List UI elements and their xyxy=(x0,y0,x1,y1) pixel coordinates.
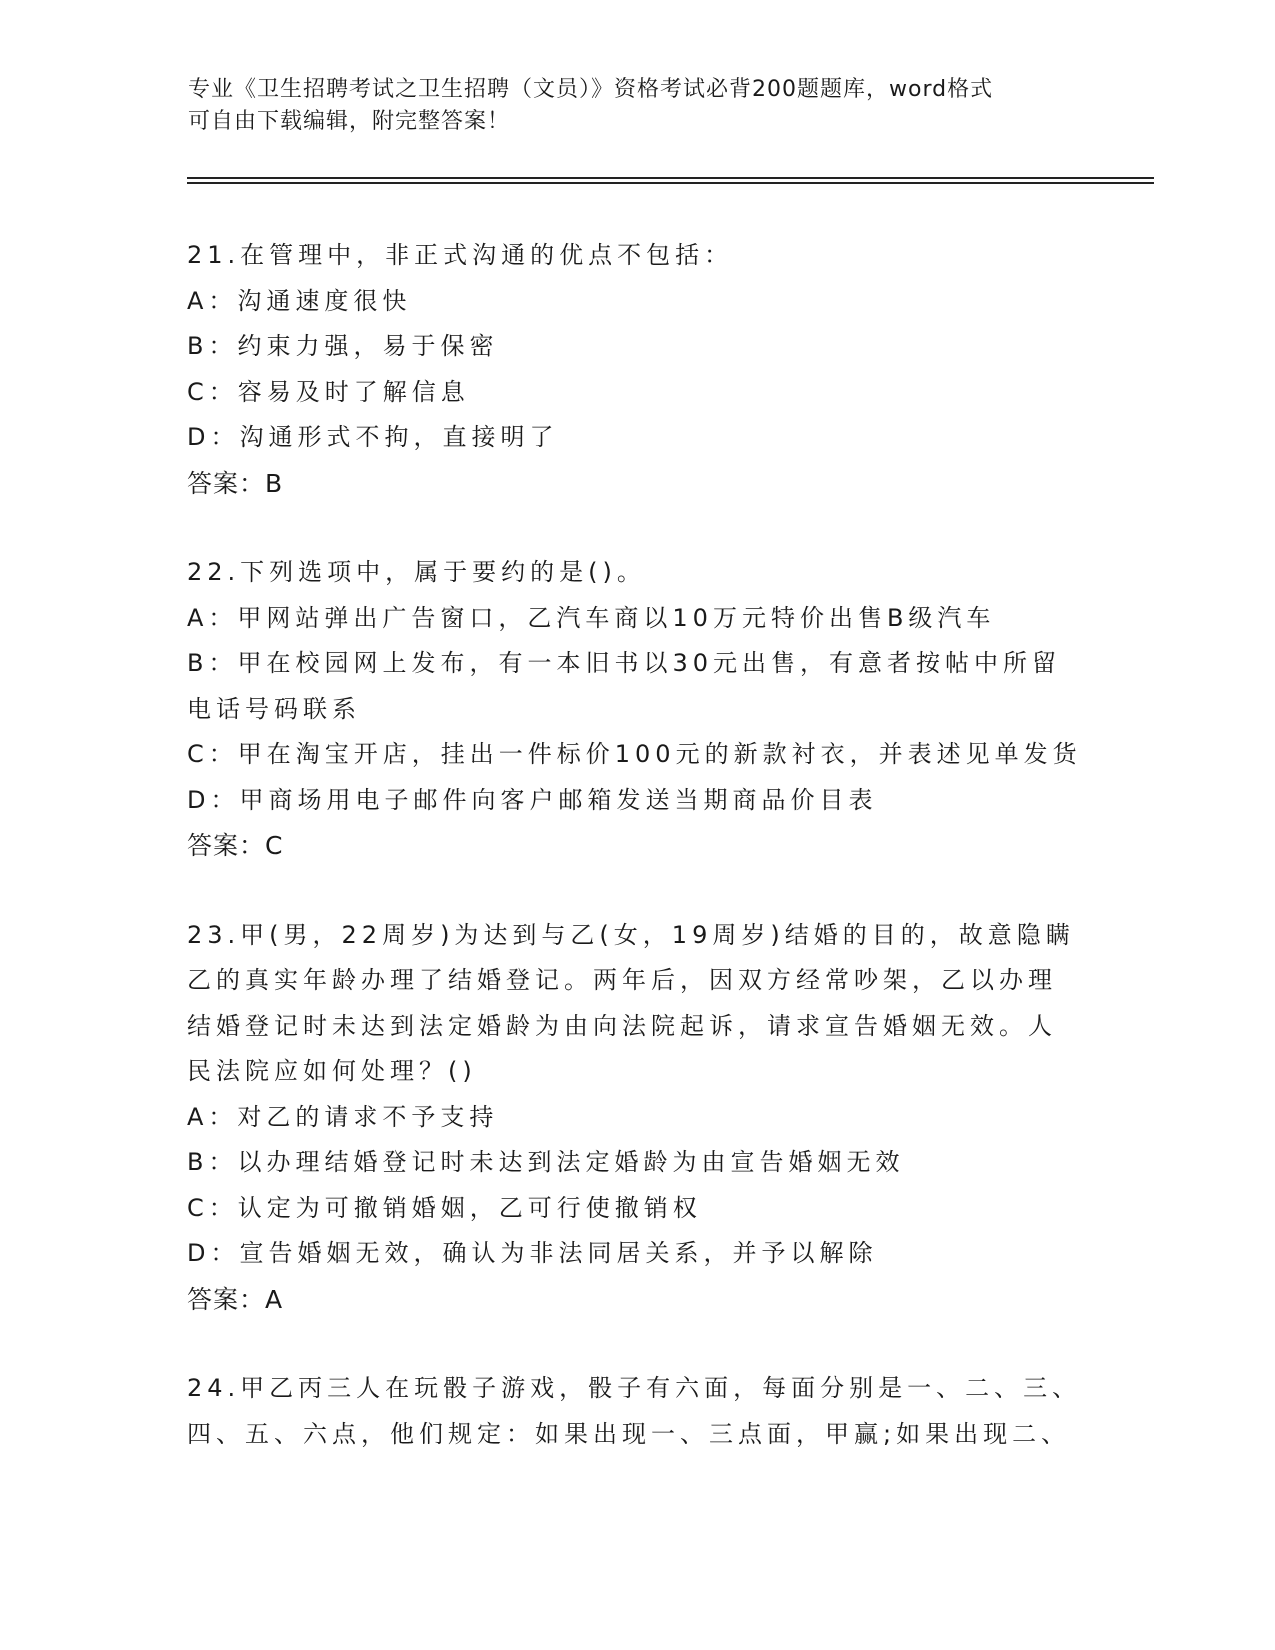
option-d: D：甲商场用电子邮件向客户邮箱发送当期商品价目表 xyxy=(187,785,878,814)
question-list xyxy=(187,233,1087,1501)
header-line-2: 可自由下载编辑，附完整答案！ xyxy=(188,109,511,134)
question-stem: 22.下列选项中，属于要约的是()。 xyxy=(187,558,646,586)
question-stem-continued: 四、五、六点，他们规定：如果出现一、三点面，甲赢;如果出现二、 xyxy=(187,1419,1071,1448)
question-stem-continued: 结婚登记时未达到法定婚龄为由向法院起诉，请求宣告婚姻无效。人 xyxy=(187,1011,1057,1040)
header-line-1: 专业《卫生招聘考试之卫生招聘（文员）》资格考试必背200题题库，word格式 xyxy=(188,77,994,102)
question-21 xyxy=(187,233,1087,506)
header-divider-top xyxy=(187,177,1154,179)
question-stem: 23.甲(男，22周岁)为达到与乙(女，19周岁)结婚的目的，故意隐瞒 xyxy=(187,920,1075,949)
question-23 xyxy=(187,913,1087,1323)
option-a: A：对乙的请求不予支持 xyxy=(187,1102,499,1131)
option-d: D：宣告婚姻无效，确认为非法同居关系，并予以解除 xyxy=(187,1239,878,1267)
question-stem: 21.在管理中，非正式沟通的优点不包括： xyxy=(187,241,734,269)
question-22 xyxy=(187,550,1087,869)
header-divider-bottom xyxy=(187,182,1154,184)
option-a: A：甲网站弹出广告窗口，乙汽车商以10万元特价出售B级汽车 xyxy=(187,603,996,632)
option-d: D：沟通形式不拘，直接明了 xyxy=(187,423,559,451)
option-c: C：容易及时了解信息 xyxy=(187,377,470,406)
answer-label: 答案：B xyxy=(187,468,284,498)
option-b: B：以办理结婚登记时未达到法定婚龄为由宣告婚姻无效 xyxy=(187,1148,905,1176)
option-b: B：甲在校园网上发布，有一本旧书以30元出售，有意者按帖中所留 xyxy=(187,649,1062,677)
option-a: A：沟通速度很快 xyxy=(187,286,412,315)
question-24 xyxy=(187,1366,1087,1457)
option-c: C：甲在淘宝开店，挂出一件标价100元的新款衬衣，并表述见单发货 xyxy=(187,740,1082,768)
option-b: B：约束力强，易于保密 xyxy=(187,332,499,360)
document-header xyxy=(188,74,1088,138)
answer-label: 答案：C xyxy=(187,831,284,860)
question-stem: 24.甲乙丙三人在玩骰子游戏，骰子有六面，每面分别是一、二、三、 xyxy=(187,1374,1082,1402)
question-stem-continued: 民法院应如何处理？() xyxy=(187,1057,477,1085)
answer-label: 答案：A xyxy=(187,1284,284,1314)
option-c: C：认定为可撤销婚姻，乙可行使撤销权 xyxy=(187,1193,702,1222)
option-b-continued: 电话号码联系 xyxy=(187,694,361,723)
question-stem-continued: 乙的真实年龄办理了结婚登记。两年后，因双方经常吵架，乙以办理 xyxy=(187,966,1057,994)
